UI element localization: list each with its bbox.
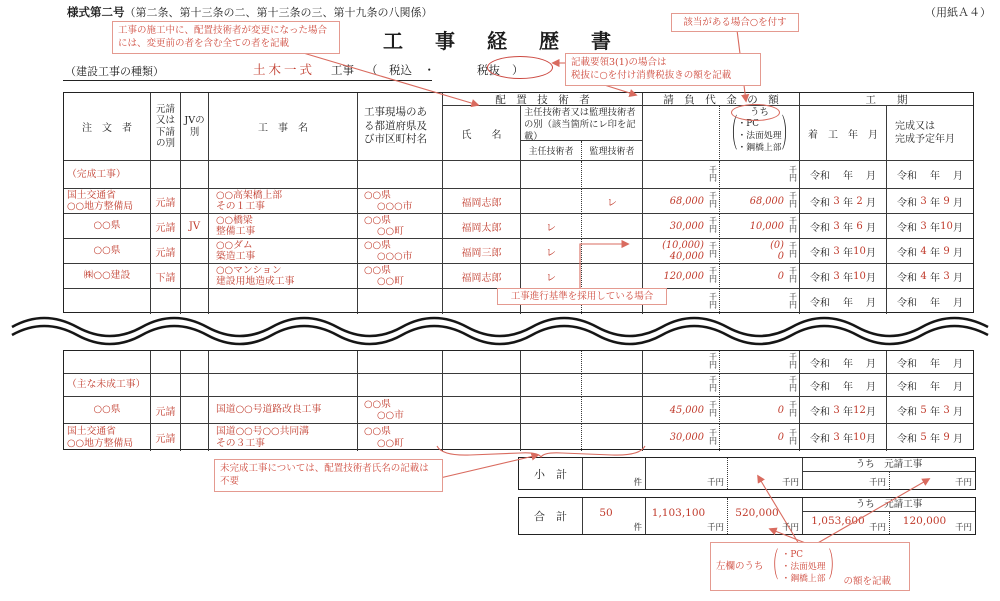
header-amount-blank xyxy=(643,106,720,161)
prime-b-cell: 120,000 千円 xyxy=(902,515,972,533)
cell-amount: 120,000 千円 xyxy=(643,264,720,289)
cell-site: ○○県 ○○市 xyxy=(358,397,443,424)
section-label: （完成工事） xyxy=(67,168,126,180)
unit-senyen: 千円 xyxy=(789,216,797,234)
tax-excluded-option: 税抜 xyxy=(477,63,501,77)
cell-end-date: 令和 年 月 xyxy=(887,374,973,397)
cell-jv xyxy=(181,351,209,374)
cell-prime-sub: 元請 xyxy=(151,189,181,214)
cell-supervisor-check xyxy=(582,161,643,189)
cell-work-name: ○○高架橋上部 その１工事 xyxy=(209,189,358,214)
cell-chief-check: レ xyxy=(521,239,582,264)
prime-a-cell: 1,053,600 千円 xyxy=(803,512,890,534)
unit-senyen: 千円 xyxy=(709,216,717,234)
cell-prime-sub: 元請 xyxy=(151,214,181,239)
cell-engineer xyxy=(443,161,521,189)
unit-senyen: 千円 xyxy=(781,523,799,533)
header-start-date: 着 工 年 月 xyxy=(800,106,887,161)
prime-a-cell xyxy=(803,472,890,489)
cell-supervisor-check xyxy=(582,351,643,374)
cell-end-date: 令和 4 年 9 月 xyxy=(887,239,973,264)
left-col-prefix: 左欄のうち xyxy=(716,560,764,572)
page-title: 工 事 経 歴 書 xyxy=(383,29,617,53)
cell-end-date: 令和 5 年 3 月 xyxy=(887,397,973,424)
cell-engineer xyxy=(443,424,521,451)
unit-senyen: 千円 xyxy=(709,428,717,446)
cell-site xyxy=(358,351,443,374)
cell-jv: JV xyxy=(181,214,209,239)
cell-site: ○○県 ○○町 xyxy=(358,424,443,451)
cell-uchi-amount: 68,000 千円 xyxy=(720,189,800,214)
cell-site xyxy=(358,289,443,314)
table-row xyxy=(64,351,973,374)
form-number: 様式第二号 xyxy=(67,5,125,19)
subtotal-count-cell xyxy=(583,458,646,489)
unit-ken: 件 xyxy=(633,523,642,533)
cell-supervisor-check xyxy=(582,264,643,289)
cell-chief-check: レ xyxy=(521,264,582,289)
total-table xyxy=(518,497,976,535)
unit-senyen: 千円 xyxy=(789,241,797,259)
unit-senyen: 千円 xyxy=(706,478,724,488)
cell-uchi-amount xyxy=(720,351,800,374)
subtotal-prime-block xyxy=(803,458,975,489)
cell-work-name: ○○ダム 築造工事 xyxy=(209,239,358,264)
cell-chief-check xyxy=(521,397,582,424)
header-prime-sub: 元請又は下請の別 xyxy=(151,93,181,161)
bracket-close: ） xyxy=(781,114,795,158)
cell-engineer xyxy=(443,351,521,374)
cell-supervisor-check xyxy=(582,374,643,397)
cell-chief-check xyxy=(521,161,582,189)
total-uchi-cell: 520,000 千円 xyxy=(728,498,803,534)
pc-circle xyxy=(731,104,780,121)
cell-client: 国土交通省 ○○地方整備局 xyxy=(64,189,151,214)
work-type-value: 土木一式 xyxy=(253,62,316,77)
total-label: 合 計 xyxy=(519,498,583,534)
header-period-group: 工 期 xyxy=(800,93,973,106)
cell-amount: 30,000 千円 xyxy=(643,424,720,451)
cell-work-name xyxy=(209,161,358,189)
unit-senyen: 千円 xyxy=(709,292,717,310)
unit-senyen: 千円 xyxy=(709,165,717,183)
cell-amount: 30,000 千円 xyxy=(643,214,720,239)
subtotal-table xyxy=(518,457,976,490)
unit-senyen: 千円 xyxy=(789,292,797,310)
total-count-cell: 50 件 xyxy=(583,498,646,534)
cell-client: 国土交通省 ○○地方整備局 xyxy=(64,424,151,451)
left-col-items xyxy=(782,549,826,585)
cell-start-date: 令和 3 年 6 月 xyxy=(800,214,887,239)
unit-senyen: 千円 xyxy=(789,375,797,393)
cell-start-date: 令和 3 年 10 月 xyxy=(800,239,887,264)
unit-senyen: 千円 xyxy=(789,191,797,209)
cell-site: ○○県 ○○町 xyxy=(358,214,443,239)
header-engineer-kind: 主任技術者又は監理技術者の別（該当箇所にレ印を記載） xyxy=(521,106,643,141)
cell-end-date: 令和 3 年 9 月 xyxy=(887,189,973,214)
note-progress-basis: 工事進行基準を採用している場合 xyxy=(497,288,667,305)
main-table-upper xyxy=(63,92,974,313)
unit-senyen: 千円 xyxy=(789,352,797,370)
work-type-line xyxy=(253,60,524,78)
cell-work-name: 国道○○号○○共同溝 その３工事 xyxy=(209,424,358,451)
cell-jv xyxy=(181,239,209,264)
header-engineer-name: 氏 名 xyxy=(443,106,521,161)
item-slope: ・法面処理 xyxy=(781,561,826,572)
bracket-open: （ xyxy=(724,114,738,158)
cell-work-name: 国道○○号道路改良工事 xyxy=(209,397,358,424)
cell-start-date: 令和 年 月 xyxy=(800,351,887,374)
cell-amount: 45,000 千円 xyxy=(643,397,720,424)
end-date-line2: 完成予定年月 xyxy=(895,134,955,145)
paper-size-label: （用紙Ａ４） xyxy=(925,6,991,19)
cell-uchi-amount: 0 千円 xyxy=(720,397,800,424)
header-supervising-engineer: 監理技術者 xyxy=(582,141,643,161)
table-row xyxy=(64,189,973,214)
cell-chief-check xyxy=(521,189,582,214)
unit-senyen: 千円 xyxy=(709,375,717,393)
form-number-line xyxy=(67,4,433,20)
prime-contract-header: うち 元請工事 xyxy=(803,458,975,472)
cell-client: ㈱○○建設 xyxy=(64,264,151,289)
cell-client xyxy=(64,161,151,189)
table-row xyxy=(64,264,973,289)
cell-work-name xyxy=(209,351,358,374)
uchi-item-list xyxy=(724,114,795,158)
header-chief-engineer: 主任技術者 xyxy=(521,141,582,161)
cell-chief-check: レ xyxy=(521,214,582,239)
unit-senyen: 千円 xyxy=(709,352,717,370)
cell-prime-sub: 下請 xyxy=(151,264,181,289)
note-tax-line2: 税抜に○を付け消費税抜きの額を記載 xyxy=(571,70,732,82)
cell-jv xyxy=(181,189,209,214)
cell-site: ○○県 ○○町 xyxy=(358,264,443,289)
cell-prime-sub xyxy=(151,289,181,314)
cell-amount: (10,000) 40,000 千円 xyxy=(643,239,720,264)
table-row xyxy=(64,374,973,397)
cell-start-date: 令和 年 月 xyxy=(800,374,887,397)
unit-senyen: 千円 xyxy=(709,400,717,418)
end-date-line1: 完成又は xyxy=(895,120,935,132)
cell-end-date: 令和 年 月 xyxy=(897,298,963,309)
cell-site: ○○県 ○○○市 xyxy=(358,189,443,214)
table-row xyxy=(64,239,973,264)
item-pc: ・PC xyxy=(781,549,803,560)
total-amount-cell: 1,103,100 千円 xyxy=(646,498,728,534)
cell-start-date: 令和 3 年 12 月 xyxy=(800,397,887,424)
cell-uchi-amount xyxy=(720,289,800,314)
unit-senyen: 千円 xyxy=(789,428,797,446)
header-engineers-group: 配 置 技 術 者 xyxy=(443,93,643,106)
cell-amount xyxy=(643,374,720,397)
cell-start-date: 令和 年 月 xyxy=(800,289,887,314)
table-row xyxy=(64,397,973,424)
tax-included-option: （ 税込 ・ xyxy=(366,63,436,77)
cell-amount xyxy=(643,161,720,189)
unit-senyen: 千円 xyxy=(868,523,886,533)
cell-prime-sub xyxy=(151,351,181,374)
cell-end-date: 令和 4 年 3 月 xyxy=(887,264,973,289)
unit-senyen: 千円 xyxy=(709,191,717,209)
unit-senyen: 千円 xyxy=(789,266,797,284)
cell-work-name: ○○橋梁 整備工事 xyxy=(209,214,358,239)
cell-prime-sub: 元請 xyxy=(151,424,181,451)
header-site: 工事現場のある都道府県及び市区町村名 xyxy=(358,93,443,161)
unit-senyen: 千円 xyxy=(954,478,972,488)
cell-jv xyxy=(181,289,209,314)
cell-amount: 68,000 千円 xyxy=(643,189,720,214)
unit-senyen: 千円 xyxy=(868,478,886,488)
cell-uchi-amount xyxy=(720,374,800,397)
note-engineer-change: 工事の施工中に、配置技術者が変更になった場合には、変更前の者を含む全ての者を記載 xyxy=(112,21,340,54)
header-client: 注 文 者 xyxy=(64,93,151,161)
cell-work-name: ○○マンション 建設用地造成工事 xyxy=(209,264,358,289)
cell-chief-check xyxy=(521,374,582,397)
cell-site xyxy=(358,374,443,397)
cell-end-date: 令和 年 月 xyxy=(887,351,973,374)
uchi-item-slope: ・法面処理 xyxy=(737,131,782,141)
prime-b-cell xyxy=(890,472,975,489)
cell-prime-sub: 元請 xyxy=(151,239,181,264)
note-circle-if-applicable: 該当がある場合○を付す xyxy=(671,13,799,32)
cell-end-date: 令和 3 年 10 月 xyxy=(887,214,973,239)
cell-engineer xyxy=(443,397,521,424)
work-type-suffix: 工事 xyxy=(331,63,355,77)
subtotal-uchi-cell xyxy=(728,458,803,489)
cell-engineer: 福岡志郎 xyxy=(443,189,521,214)
subtotal-amount-cell xyxy=(646,458,728,489)
cell-client: ○○県 xyxy=(64,214,151,239)
left-col-suffix: の額を記載 xyxy=(843,575,892,587)
header-end-date xyxy=(887,106,973,161)
page-break-wave xyxy=(12,318,988,344)
note-tax-line1: 記載要領3(1)の場合は xyxy=(571,57,667,68)
cell-start-date: 令和 3 年 2 月 xyxy=(800,189,887,214)
note-incomplete-engineer: 未完成工事については、配置技術者氏名の記載は不要 xyxy=(214,459,443,492)
cell-prime-sub xyxy=(151,374,181,397)
cell-work-name xyxy=(209,374,358,397)
total-prime-block xyxy=(803,498,975,534)
table-row xyxy=(64,161,973,189)
main-table-lower xyxy=(63,350,974,450)
table-row xyxy=(64,424,973,451)
cell-prime-sub xyxy=(151,161,181,189)
cell-supervisor-check xyxy=(582,239,643,264)
unit-senyen: 千円 xyxy=(954,523,972,533)
bracket-close: ） xyxy=(828,545,841,585)
prime-contract-header: うち 元請工事 xyxy=(803,498,975,512)
cell-uchi-amount: 10,000 千円 xyxy=(720,214,800,239)
tax-paren-close: ） xyxy=(512,63,524,77)
cell-engineer: 福岡志郎 xyxy=(443,264,521,289)
subtotal-label: 小 計 xyxy=(519,458,583,489)
cell-work-name xyxy=(209,289,358,314)
header-amount-group: 請 負 代 金 の 額 xyxy=(643,93,800,106)
unit-senyen: 千円 xyxy=(789,400,797,418)
uchi-item-bridge: ・鋼橋上部 xyxy=(737,143,782,153)
cell-client xyxy=(64,351,151,374)
cell-uchi-amount xyxy=(720,161,800,189)
work-type-label: （建設工事の種類） xyxy=(65,65,164,78)
cell-chief-check xyxy=(521,424,582,451)
cell-site xyxy=(358,161,443,189)
cell-supervisor-check: レ xyxy=(582,189,643,214)
cell-engineer: 福岡太郎 xyxy=(443,214,521,239)
header-jv: JVの別 xyxy=(181,93,209,161)
unit-senyen: 千円 xyxy=(709,241,717,259)
uchi-item-pc: ・PC xyxy=(737,119,759,129)
cell-uchi-amount: (0) 0 千円 xyxy=(720,239,800,264)
cell-jv xyxy=(181,424,209,451)
cell-client xyxy=(64,374,151,397)
cell-client xyxy=(64,289,151,314)
tax-excluded-circle xyxy=(487,56,553,79)
form-references: （第二条、第十三条の二、第十三条の三、第十九条の八関係） xyxy=(124,6,433,19)
unit-senyen: 千円 xyxy=(709,266,717,284)
cell-amount xyxy=(643,351,720,374)
cell-engineer xyxy=(443,374,521,397)
cell-client: ○○県 xyxy=(64,397,151,424)
cell-client: ○○県 xyxy=(64,239,151,264)
cell-start-date: 令和 年 月 xyxy=(800,161,887,189)
cell-supervisor-check xyxy=(582,397,643,424)
section-label: （主な未成工事） xyxy=(67,379,146,391)
cell-end-date: 令和 5 年 9 月 xyxy=(897,432,963,445)
cell-jv xyxy=(181,374,209,397)
cell-uchi-amount: 0 千円 xyxy=(720,424,800,451)
item-bridge: ・鋼橋上部 xyxy=(781,573,826,584)
cell-start-date: 令和 3 年 10 月 xyxy=(800,264,887,289)
note-left-column-items xyxy=(710,542,910,591)
cell-jv xyxy=(181,264,209,289)
cell-uchi-amount: 0 千円 xyxy=(720,264,800,289)
cell-start-date: 令和 3 年 10 月 xyxy=(800,424,887,451)
table-row xyxy=(64,214,973,239)
work-type-underline xyxy=(63,80,432,81)
cell-end-date: 令和 年 月 xyxy=(887,161,973,189)
cell-jv xyxy=(181,161,209,189)
uchi-label: うち xyxy=(749,107,769,118)
unit-senyen: 千円 xyxy=(706,523,724,533)
header-work-name: 工 事 名 xyxy=(209,93,358,161)
cell-site: ○○県 ○○○市 xyxy=(358,239,443,264)
cell-supervisor-check xyxy=(582,214,643,239)
table-header xyxy=(64,93,973,161)
cell-engineer: 福岡三郎 xyxy=(443,239,521,264)
cell-prime-sub: 元請 xyxy=(151,397,181,424)
bracket-open: （ xyxy=(766,545,779,585)
unit-senyen: 千円 xyxy=(789,165,797,183)
cell-chief-check xyxy=(521,351,582,374)
unit-senyen: 千円 xyxy=(781,478,799,488)
unit-ken: 件 xyxy=(633,478,642,488)
note-tax-excluded xyxy=(565,53,761,86)
uchi-items xyxy=(738,118,782,154)
cell-supervisor-check xyxy=(582,424,643,451)
cell-jv xyxy=(181,397,209,424)
